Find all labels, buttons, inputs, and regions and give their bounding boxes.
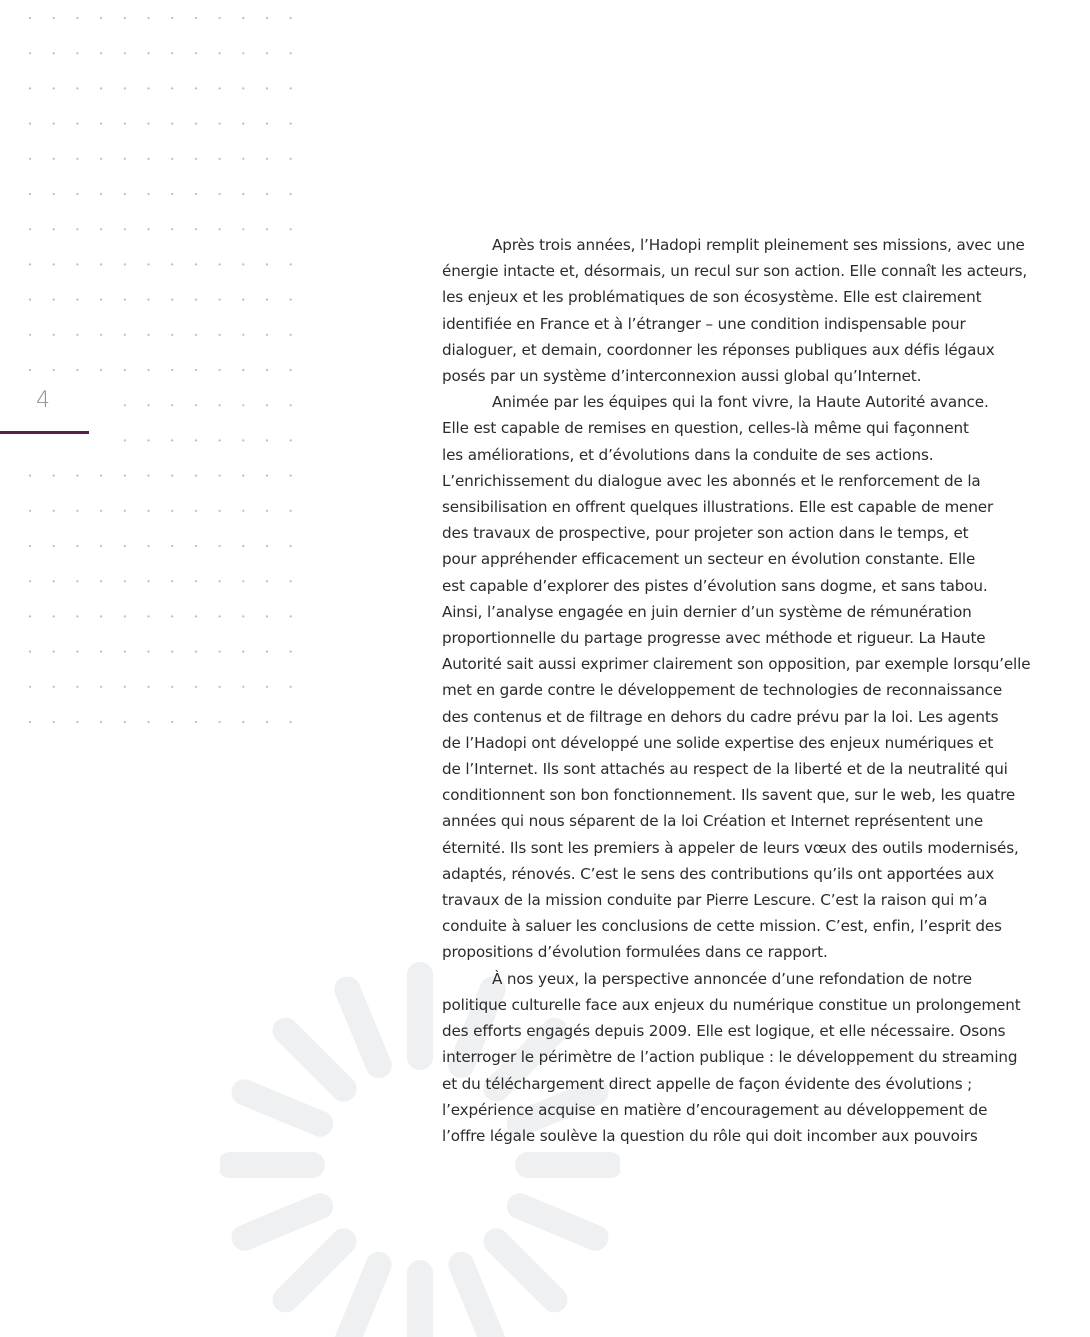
text-line: proportionnelle du partage progresse avec méthode et rigueur. La Haute bbox=[442, 629, 986, 648]
grid-dot bbox=[29, 17, 31, 19]
grid-dot bbox=[290, 193, 292, 195]
grid-dot bbox=[219, 158, 221, 160]
page-number-rule bbox=[0, 431, 89, 434]
grid-dot bbox=[242, 334, 244, 336]
grid-dot bbox=[53, 123, 55, 125]
grid-dot bbox=[124, 228, 126, 230]
grid-dot bbox=[171, 17, 173, 19]
text-line: Après trois années, l’Hadopi remplit pleinement ses missions, avec une bbox=[492, 236, 1025, 254]
grid-dot bbox=[266, 369, 268, 371]
grid-dot bbox=[53, 193, 55, 195]
grid-dot bbox=[76, 87, 78, 89]
grid-dot bbox=[53, 510, 55, 512]
grid-dot bbox=[219, 17, 221, 19]
grid-dot bbox=[124, 334, 126, 336]
grid-dot bbox=[53, 686, 55, 688]
grid-dot bbox=[147, 545, 149, 547]
grid-dot bbox=[290, 369, 292, 371]
grid-dot bbox=[266, 545, 268, 547]
text-line: de l’Hadopi ont développé une solide expertise des enjeux numériques et bbox=[442, 733, 994, 752]
grid-dot bbox=[29, 651, 31, 653]
grid-dot bbox=[242, 686, 244, 688]
grid-dot bbox=[124, 87, 126, 89]
spinner-spoke bbox=[245, 1092, 321, 1123]
grid-dot bbox=[100, 686, 102, 688]
grid-dot bbox=[124, 123, 126, 125]
grid-dot bbox=[124, 475, 126, 477]
grid-dot bbox=[100, 615, 102, 617]
grid-dot bbox=[100, 228, 102, 230]
text-line: politique culturelle face aux enjeux du numérique constitue un prolongement bbox=[442, 995, 1021, 1014]
grid-dot bbox=[242, 17, 244, 19]
grid-dot bbox=[76, 299, 78, 301]
grid-dot bbox=[29, 686, 31, 688]
grid-dot bbox=[171, 299, 173, 301]
grid-dot bbox=[195, 545, 197, 547]
grid-dot bbox=[124, 686, 126, 688]
grid-dot bbox=[266, 475, 268, 477]
grid-dot bbox=[171, 404, 173, 406]
grid-dot bbox=[171, 87, 173, 89]
grid-dot bbox=[290, 158, 292, 160]
grid-dot bbox=[195, 510, 197, 512]
grid-dot bbox=[100, 17, 102, 19]
grid-dot bbox=[266, 52, 268, 54]
grid-dot bbox=[124, 369, 126, 371]
grid-dot bbox=[29, 369, 31, 371]
grid-dot bbox=[29, 123, 31, 125]
grid-dot bbox=[195, 17, 197, 19]
grid-dot bbox=[242, 123, 244, 125]
grid-dot bbox=[266, 580, 268, 582]
grid-dot bbox=[195, 369, 197, 371]
grid-dot bbox=[195, 193, 197, 195]
grid-dot bbox=[147, 439, 149, 441]
text-line: L’enrichissement du dialogue avec les abonnés et le renforcement de la bbox=[442, 471, 981, 490]
grid-dot bbox=[290, 439, 292, 441]
grid-dot bbox=[242, 545, 244, 547]
grid-dot bbox=[76, 686, 78, 688]
grid-dot bbox=[266, 228, 268, 230]
grid-dot bbox=[147, 52, 149, 54]
grid-dot bbox=[242, 263, 244, 265]
grid-dot bbox=[53, 299, 55, 301]
grid-dot bbox=[171, 52, 173, 54]
body-text bbox=[442, 232, 1031, 1149]
grid-dot bbox=[266, 123, 268, 125]
grid-dot bbox=[242, 510, 244, 512]
text-line: identifiée en France et à l’étranger – une condition indispensable pour bbox=[442, 314, 966, 333]
text-line: des contenus et de filtrage en dehors du cadre prévu par la loi. Les agents bbox=[442, 707, 999, 726]
grid-dot bbox=[219, 721, 221, 723]
grid-dot bbox=[100, 299, 102, 301]
grid-dot bbox=[171, 334, 173, 336]
grid-dot bbox=[266, 651, 268, 653]
grid-dot bbox=[242, 369, 244, 371]
grid-dot bbox=[124, 439, 126, 441]
grid-dot bbox=[124, 510, 126, 512]
grid-dot bbox=[29, 263, 31, 265]
grid-dot bbox=[171, 369, 173, 371]
grid-dot bbox=[219, 545, 221, 547]
grid-dot bbox=[53, 721, 55, 723]
grid-dot bbox=[76, 369, 78, 371]
grid-dot bbox=[219, 299, 221, 301]
grid-dot bbox=[76, 615, 78, 617]
grid-dot bbox=[29, 334, 31, 336]
text-line: travaux de la mission conduite par Pierre Lescure. C’est la raison qui m’a bbox=[442, 891, 988, 910]
grid-dot bbox=[219, 87, 221, 89]
text-line: À nos yeux, la perspective annoncée d’une refondation de notre bbox=[492, 969, 972, 988]
text-line: et du téléchargement direct appelle de façon évidente des évolutions ; bbox=[442, 1074, 973, 1093]
grid-dot bbox=[219, 52, 221, 54]
grid-dot bbox=[219, 193, 221, 195]
grid-dot bbox=[76, 52, 78, 54]
spinner-spoke bbox=[461, 1265, 492, 1337]
grid-dot bbox=[290, 299, 292, 301]
grid-dot bbox=[76, 475, 78, 477]
text-line: les enjeux et les problématiques de son écosystème. Elle est clairement bbox=[442, 288, 982, 307]
grid-dot bbox=[242, 580, 244, 582]
text-line: interroger le périmètre de l’action publique : le développement du streaming bbox=[442, 1048, 1018, 1067]
grid-dot bbox=[171, 651, 173, 653]
grid-dot bbox=[195, 580, 197, 582]
grid-dot bbox=[266, 615, 268, 617]
grid-dot bbox=[53, 545, 55, 547]
grid-dot bbox=[29, 510, 31, 512]
grid-dot bbox=[147, 580, 149, 582]
grid-dot bbox=[53, 334, 55, 336]
grid-dot bbox=[76, 17, 78, 19]
grid-dot bbox=[242, 193, 244, 195]
grid-dot bbox=[290, 17, 292, 19]
text-line: éternité. Ils sont les premiers à appeler de leurs vœux des outils modernisés, bbox=[442, 838, 1019, 857]
grid-dot bbox=[290, 52, 292, 54]
grid-dot bbox=[242, 87, 244, 89]
grid-dot bbox=[147, 87, 149, 89]
grid-dot bbox=[100, 580, 102, 582]
text-line: Elle est capable de remises en question, celles-là même qui façonnent bbox=[442, 419, 969, 438]
grid-dot bbox=[195, 404, 197, 406]
grid-dot bbox=[195, 475, 197, 477]
grid-dot bbox=[219, 651, 221, 653]
text-line: sensibilisation en offrent quelques illustrations. Elle est capable de mener bbox=[442, 498, 994, 517]
grid-dot bbox=[195, 228, 197, 230]
grid-dot bbox=[219, 123, 221, 125]
grid-dot bbox=[242, 228, 244, 230]
grid-dot bbox=[100, 721, 102, 723]
grid-dot bbox=[266, 334, 268, 336]
text-line: propositions d’évolution formulées dans ce rapport. bbox=[442, 943, 828, 962]
grid-dot bbox=[195, 686, 197, 688]
grid-dot bbox=[266, 299, 268, 301]
grid-dot bbox=[219, 475, 221, 477]
text-line: énergie intacte et, désormais, un recul sur son action. Elle connaît les acteurs, bbox=[442, 262, 1028, 281]
grid-dot bbox=[124, 615, 126, 617]
grid-dot bbox=[290, 404, 292, 406]
grid-dot bbox=[171, 615, 173, 617]
grid-dot bbox=[147, 615, 149, 617]
grid-dot bbox=[171, 193, 173, 195]
grid-dot bbox=[242, 52, 244, 54]
grid-dot bbox=[266, 721, 268, 723]
grid-dot bbox=[100, 193, 102, 195]
spinner-spoke bbox=[286, 1031, 344, 1089]
grid-dot bbox=[76, 580, 78, 582]
grid-dot bbox=[147, 369, 149, 371]
grid-dot bbox=[290, 510, 292, 512]
grid-dot bbox=[290, 545, 292, 547]
grid-dot bbox=[147, 123, 149, 125]
grid-dot bbox=[242, 439, 244, 441]
grid-dot bbox=[266, 686, 268, 688]
text-line: adaptés, rénovés. C’est le sens des contributions qu’ils ont apportées aux bbox=[442, 864, 995, 883]
grid-dot bbox=[195, 721, 197, 723]
text-line: des travaux de prospective, pour projeter son action dans le temps, et bbox=[442, 524, 969, 543]
grid-dot bbox=[195, 123, 197, 125]
grid-dot bbox=[29, 87, 31, 89]
grid-dot bbox=[53, 228, 55, 230]
grid-dot bbox=[290, 615, 292, 617]
grid-dot bbox=[124, 545, 126, 547]
grid-dot bbox=[76, 721, 78, 723]
grid-dot bbox=[242, 615, 244, 617]
grid-dot bbox=[219, 615, 221, 617]
grid-dot bbox=[195, 87, 197, 89]
grid-dot bbox=[171, 510, 173, 512]
grid-dot bbox=[53, 615, 55, 617]
grid-dot bbox=[76, 651, 78, 653]
grid-dot bbox=[124, 158, 126, 160]
grid-dot bbox=[124, 580, 126, 582]
grid-dot bbox=[290, 334, 292, 336]
grid-dot bbox=[266, 510, 268, 512]
grid-dot bbox=[147, 721, 149, 723]
grid-dot bbox=[29, 615, 31, 617]
text-line: dialoguer, et demain, coordonner les réponses publiques aux défis légaux bbox=[442, 340, 995, 359]
grid-dot bbox=[290, 123, 292, 125]
grid-dot bbox=[171, 475, 173, 477]
grid-dot bbox=[100, 475, 102, 477]
grid-dot bbox=[76, 510, 78, 512]
grid-dot bbox=[171, 580, 173, 582]
grid-dot bbox=[266, 193, 268, 195]
text-line: est capable d’explorer des pistes d’évolution sans dogme, et sans tabou. bbox=[442, 576, 988, 595]
grid-dot bbox=[53, 580, 55, 582]
grid-dot bbox=[147, 158, 149, 160]
grid-dot bbox=[171, 123, 173, 125]
paragraph bbox=[442, 966, 1027, 1149]
grid-dot bbox=[53, 369, 55, 371]
grid-dot bbox=[100, 334, 102, 336]
grid-dot bbox=[76, 228, 78, 230]
grid-dot bbox=[124, 193, 126, 195]
grid-dot bbox=[266, 263, 268, 265]
paragraph bbox=[442, 232, 1027, 389]
grid-dot bbox=[147, 263, 149, 265]
grid-dot bbox=[219, 439, 221, 441]
grid-dot bbox=[242, 651, 244, 653]
grid-dot bbox=[147, 404, 149, 406]
text-line: l’offre légale soulève la question du rôle qui doit incomber aux pouvoirs bbox=[442, 1126, 978, 1145]
grid-dot bbox=[100, 158, 102, 160]
grid-dot bbox=[290, 228, 292, 230]
grid-dot bbox=[266, 17, 268, 19]
grid-dot bbox=[290, 263, 292, 265]
grid-dot bbox=[195, 299, 197, 301]
grid-dot bbox=[147, 193, 149, 195]
grid-dot bbox=[29, 721, 31, 723]
grid-dot bbox=[124, 52, 126, 54]
grid-dot bbox=[171, 158, 173, 160]
grid-dot bbox=[29, 475, 31, 477]
grid-dot bbox=[147, 510, 149, 512]
grid-dot bbox=[53, 475, 55, 477]
grid-dot bbox=[290, 651, 292, 653]
grid-dot bbox=[219, 510, 221, 512]
text-line: Animée par les équipes qui la font vivre, la Haute Autorité avance. bbox=[492, 393, 989, 412]
page-number: 4 bbox=[36, 388, 50, 413]
grid-dot bbox=[290, 87, 292, 89]
text-line: conditionnent son bon fonctionnement. Ils savent que, sur le web, les quatre bbox=[442, 786, 1016, 805]
grid-dot bbox=[219, 369, 221, 371]
grid-dot bbox=[76, 263, 78, 265]
text-line: des efforts engagés depuis 2009. Elle est logique, et elle nécessaire. Osons bbox=[442, 1022, 1006, 1041]
grid-dot bbox=[53, 17, 55, 19]
grid-dot bbox=[100, 651, 102, 653]
grid-dot bbox=[219, 228, 221, 230]
grid-dot bbox=[76, 193, 78, 195]
grid-dot bbox=[171, 721, 173, 723]
grid-dot bbox=[147, 686, 149, 688]
grid-dot bbox=[29, 52, 31, 54]
grid-dot bbox=[171, 263, 173, 265]
grid-dot bbox=[290, 475, 292, 477]
text-line: les améliorations, et d’évolutions dans la conduite de ses actions. bbox=[442, 445, 934, 464]
grid-dot bbox=[219, 580, 221, 582]
grid-dot bbox=[124, 404, 126, 406]
grid-dot bbox=[195, 334, 197, 336]
grid-dot bbox=[76, 545, 78, 547]
grid-dot bbox=[147, 475, 149, 477]
text-line: pour appréhender efficacement un secteur en évolution constante. Elle bbox=[442, 550, 976, 569]
text-line: l’expérience acquise en matière d’encouragement au développement de bbox=[442, 1100, 988, 1119]
grid-dot bbox=[219, 334, 221, 336]
text-line: met en garde contre le développement de technologies de reconnaissance bbox=[442, 681, 1003, 700]
spinner-spoke bbox=[286, 1241, 344, 1299]
grid-dot bbox=[290, 580, 292, 582]
grid-dot bbox=[76, 334, 78, 336]
grid-dot bbox=[147, 228, 149, 230]
grid-dot bbox=[171, 228, 173, 230]
grid-dot bbox=[219, 263, 221, 265]
grid-dot bbox=[242, 299, 244, 301]
grid-dot bbox=[147, 299, 149, 301]
grid-dot bbox=[219, 686, 221, 688]
grid-dot bbox=[242, 158, 244, 160]
grid-dot bbox=[53, 87, 55, 89]
grid-dot bbox=[147, 651, 149, 653]
grid-dot bbox=[29, 299, 31, 301]
grid-dot bbox=[124, 651, 126, 653]
grid-dot bbox=[147, 334, 149, 336]
grid-dot bbox=[100, 263, 102, 265]
decorative-dot-grid bbox=[0, 0, 300, 740]
spinner-spoke bbox=[347, 990, 378, 1066]
grid-dot bbox=[242, 721, 244, 723]
grid-dot bbox=[290, 686, 292, 688]
grid-dot bbox=[29, 228, 31, 230]
grid-dot bbox=[195, 52, 197, 54]
grid-dot bbox=[29, 545, 31, 547]
grid-dot bbox=[124, 17, 126, 19]
grid-dot bbox=[100, 123, 102, 125]
grid-dot bbox=[29, 580, 31, 582]
text-line: Autorité sait aussi exprimer clairement son opposition, par exemple lorsqu’elle bbox=[442, 655, 1031, 674]
grid-dot bbox=[266, 439, 268, 441]
grid-dot bbox=[195, 651, 197, 653]
grid-dot bbox=[171, 686, 173, 688]
grid-dot bbox=[53, 263, 55, 265]
text-line: de l’Internet. Ils sont attachés au respect de la liberté et de la neutralité qui bbox=[442, 760, 1008, 779]
spinner-spoke bbox=[245, 1206, 321, 1237]
grid-dot bbox=[124, 263, 126, 265]
grid-dot bbox=[100, 369, 102, 371]
spinner-spoke bbox=[496, 1241, 554, 1299]
grid-dot bbox=[266, 158, 268, 160]
grid-dot bbox=[195, 158, 197, 160]
grid-dot bbox=[53, 158, 55, 160]
grid-dot bbox=[266, 87, 268, 89]
text-line: posés par un système d’interconnexion aussi global qu’Internet. bbox=[442, 367, 922, 386]
grid-dot bbox=[266, 404, 268, 406]
grid-dot bbox=[124, 721, 126, 723]
grid-dot bbox=[195, 615, 197, 617]
spinner-spoke bbox=[347, 1265, 378, 1337]
text-line: conduite à saluer les conclusions de cette mission. C’est, enfin, l’esprit des bbox=[442, 917, 1002, 936]
paragraph bbox=[442, 389, 1031, 965]
grid-dot bbox=[100, 87, 102, 89]
grid-dot bbox=[76, 158, 78, 160]
grid-dot bbox=[53, 52, 55, 54]
grid-dot bbox=[219, 404, 221, 406]
grid-dot bbox=[100, 52, 102, 54]
grid-dot bbox=[29, 158, 31, 160]
grid-dot bbox=[290, 721, 292, 723]
text-line: Ainsi, l’analyse engagée en juin dernier d’un système de rémunération bbox=[442, 602, 972, 621]
text-line: années qui nous séparent de la loi Création et Internet représentent une bbox=[442, 812, 984, 831]
grid-dot bbox=[242, 404, 244, 406]
grid-dot bbox=[76, 123, 78, 125]
grid-dot bbox=[242, 475, 244, 477]
grid-dot bbox=[100, 545, 102, 547]
grid-dot bbox=[124, 299, 126, 301]
grid-dot bbox=[147, 17, 149, 19]
spinner-spoke bbox=[520, 1206, 596, 1237]
grid-dot bbox=[53, 651, 55, 653]
grid-dot bbox=[100, 510, 102, 512]
grid-dot bbox=[171, 439, 173, 441]
grid-dot bbox=[195, 439, 197, 441]
grid-dot bbox=[29, 193, 31, 195]
grid-dot bbox=[171, 545, 173, 547]
grid-dot bbox=[195, 263, 197, 265]
